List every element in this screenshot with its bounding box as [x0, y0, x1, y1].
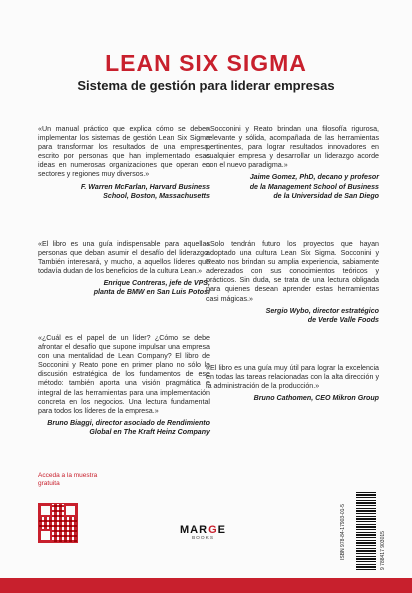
book-subtitle: Sistema de gestión para liderar empresas — [77, 78, 335, 93]
blurb-quote: «El libro es una guía indispensable para aquellas personas que deban asumir el desafío del liderazgo. También interesará, y mucho, a aquellos líderes que todavía dudan de los beneficios de la cultura Lean.» — [38, 240, 210, 276]
qr-corner — [39, 529, 52, 542]
blurb-biaggi — [38, 334, 210, 437]
blurb-cathomen — [206, 364, 379, 403]
blurb-quote: «Socconini y Reato brindan una filosofía rigurosa, relevante y sólida, acompañada de las herramientas pertinentes, para lograr resultados innovadores en cualquier empresa y desarrollar un liderazgo acorde con el nuevo paradigma.» — [206, 125, 379, 170]
qr-corner — [39, 504, 52, 517]
blurb-attribution: Bruno Biaggi, director asociado de Rendimiento Global en The Kraft Heinz Company — [47, 418, 210, 436]
publisher-logo: MARGE BOOKS — [180, 524, 226, 541]
qr-label: Acceda a la muestra gratuita — [38, 472, 98, 487]
blurb-attribution: Bruno Cathomen, CEO Mikron Group — [253, 394, 379, 403]
isbn-text: ISBN 978-84-17903-01-5 — [340, 504, 346, 560]
bottom-accent-bar — [0, 578, 412, 593]
blurb-attribution: Enrique Contreras, jefe de VPS, planta de BMW en San Luis Potosí — [93, 279, 210, 297]
barcode-icon — [356, 492, 376, 572]
blurb-wybo — [206, 240, 379, 325]
blurb-gomez — [206, 125, 379, 201]
blurb-quote: «El libro es una guía muy útil para lograr la excelencia en todas las tareas relacionadas con la alta dirección y la administración de la producción.» — [206, 364, 379, 391]
blurb-quote: «Un manual práctico que explica cómo se deben implementar los sistemas de gestión Lean Six Sigma para transformar los resultados de una empresa, escrito por personas que han implementado esas ideas en numerosas organizaciones que operan en sectores y regiones muy diversos.» — [38, 125, 210, 179]
qr-code-icon[interactable] — [38, 503, 78, 543]
blurb-attribution: Jaime Gomez, PhD, decano y profesor de la Management School of Business de la Universidad de San Diego — [249, 173, 379, 200]
blurb-mcfarlan — [38, 125, 210, 201]
book-title: LEAN SIX SIGMA — [105, 50, 307, 76]
blurb-quote: «Solo tendrán futuro los proyectos que hayan adoptado una cultura Lean Six Sigma. Socconini y Reato nos brindan su amplia experiencia, sabiamente aderezados con sus conocimientos teóricos y prácticos. Sin duda, se trata de una lectura obligada para quienes desean aprender estas herramientas casi mágicas.» — [206, 240, 379, 303]
blurb-contreras — [38, 240, 210, 298]
blurb-attribution: F. Warren McFarlan, Harvard Business School, Boston, Massachusetts — [80, 182, 210, 200]
blurb-quote: «¿Cuál es el papel de un líder? ¿Cómo se debe afrontar el desafío que supone impulsar una empresa con una mentalidad de Lean Company? El libro de Socconini y Reato pone en primer plano no sólo la discusión estratégica de los fundamentos de ese método: también aporta una visión pragmática e integral de las herramientas para una implementación concreta en los negocios. Una lectura fundamental para todos los líderes de la empresa.» — [38, 334, 210, 415]
barcode-number: 9 788417 903015 — [380, 531, 386, 570]
blurb-attribution: Sergio Wybo, director estratégico de Verde Valle Foods — [265, 306, 379, 324]
qr-corner — [64, 504, 77, 517]
